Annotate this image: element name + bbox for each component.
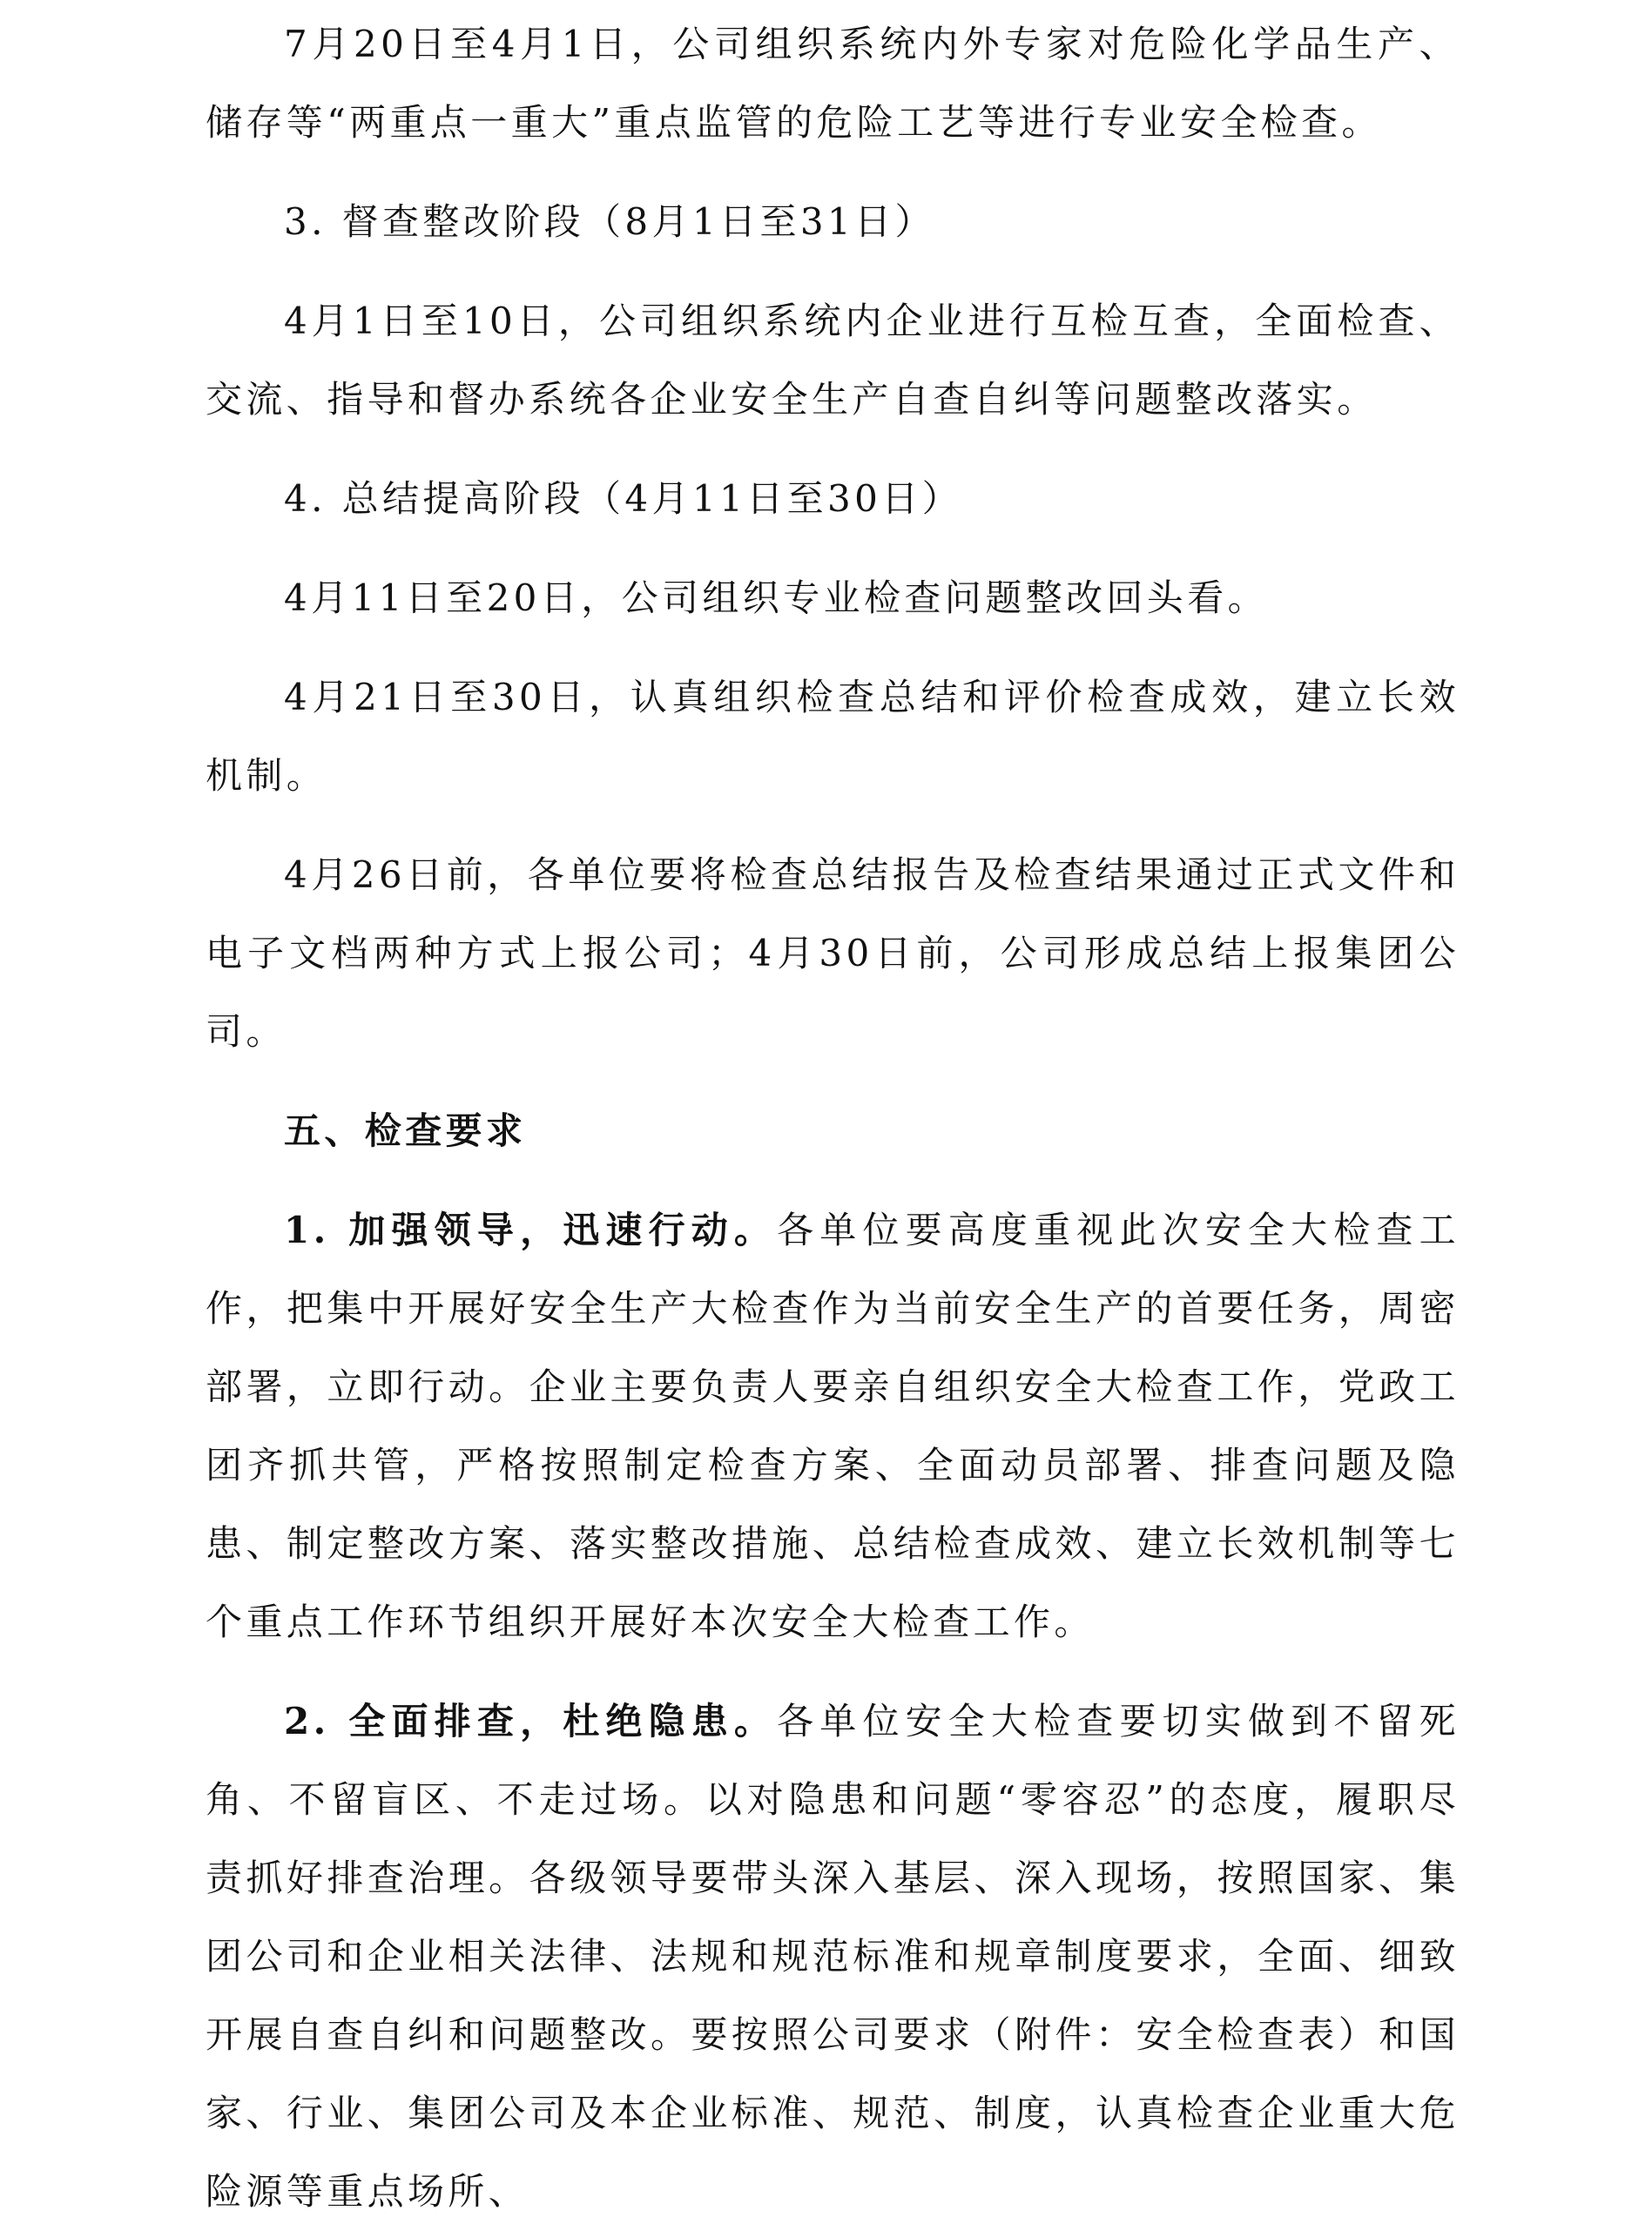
paragraph-text: 7月20日至4月1日，公司组织系统内外专家对危险化学品生产、储存等“两重点一重大”重点监管的危险工艺等进行专业安全检查。 bbox=[206, 23, 1460, 144]
paragraph-lead: 2. 全面排查，杜绝隐患。 bbox=[284, 1700, 778, 1742]
section-heading-summary-improvement bbox=[206, 460, 1460, 538]
paragraph-inspection-hazardous-chemicals bbox=[206, 5, 1460, 162]
paragraph-text: 3. 督查整改阶段（8月1日至31日） bbox=[284, 200, 935, 243]
paragraph-text: 各单位安全大检查要切实做到不留死角、不留盲区、不走过场。以对隐患和问题“零容忍”的态度，履职尽责抓好排查治理。各级领导要带头深入基层、深入现场，按照国家、集团公司和企业相关法律、法规和规范标准和规章制度要求，全面、细致开展自查自纠和问题整改。要按照公司要求（附件：安全检查表）和国家、行业、集团公司及本企业标准、规范、制度，认真检查企业重大危险源等重点场所、 bbox=[206, 1700, 1460, 2213]
paragraph-comprehensive-screening bbox=[206, 1682, 1460, 2231]
paragraph-text: 4月1日至10日，公司组织系统内企业进行互检互查，全面检查、交流、指导和督办系统各企业安全生产自查自纠等问题整改落实。 bbox=[206, 300, 1460, 421]
paragraph-text: 4月26日前，各单位要将检查总结报告及检查结果通过正式文件和电子文档两种方式上报公司；4月30日前，公司形成总结上报集团公司。 bbox=[206, 853, 1460, 1053]
paragraph-text: 各单位要高度重视此次安全大检查工作，把集中开展好安全生产大检查作为当前安全生产的首要任务，周密部署，立即行动。企业主要负责人要亲自组织安全大检查工作，党政工团齐抓共管，严格按照制定检查方案、全面动员部署、排查问题及隐患、制定整改方案、落实整改措施、总结检查成效、建立长效机制等七个重点工作环节组织开展好本次安全大检查工作。 bbox=[206, 1209, 1460, 1643]
paragraph-leadership-action bbox=[206, 1191, 1460, 1661]
paragraph-mutual-inspection bbox=[206, 282, 1460, 439]
paragraph-text: 4. 总结提高阶段（4月11日至30日） bbox=[284, 477, 963, 520]
section-heading-supervision-rectification bbox=[206, 183, 1460, 261]
paragraph-rectification-review bbox=[206, 559, 1460, 637]
heading-text: 五、检查要求 bbox=[284, 1109, 527, 1152]
paragraph-text: 4月11日至20日，公司组织专业检查问题整改回头看。 bbox=[284, 576, 1269, 619]
paragraph-summary-evaluation bbox=[206, 658, 1460, 815]
paragraph-report-submission bbox=[206, 836, 1460, 1071]
section-heading-inspection-requirements bbox=[206, 1092, 1460, 1170]
paragraph-lead: 1. 加强领导，迅速行动。 bbox=[284, 1209, 778, 1251]
document-page bbox=[206, 0, 1460, 2231]
paragraph-text: 4月21日至30日，认真组织检查总结和评价检查成效，建立长效机制。 bbox=[206, 676, 1460, 797]
